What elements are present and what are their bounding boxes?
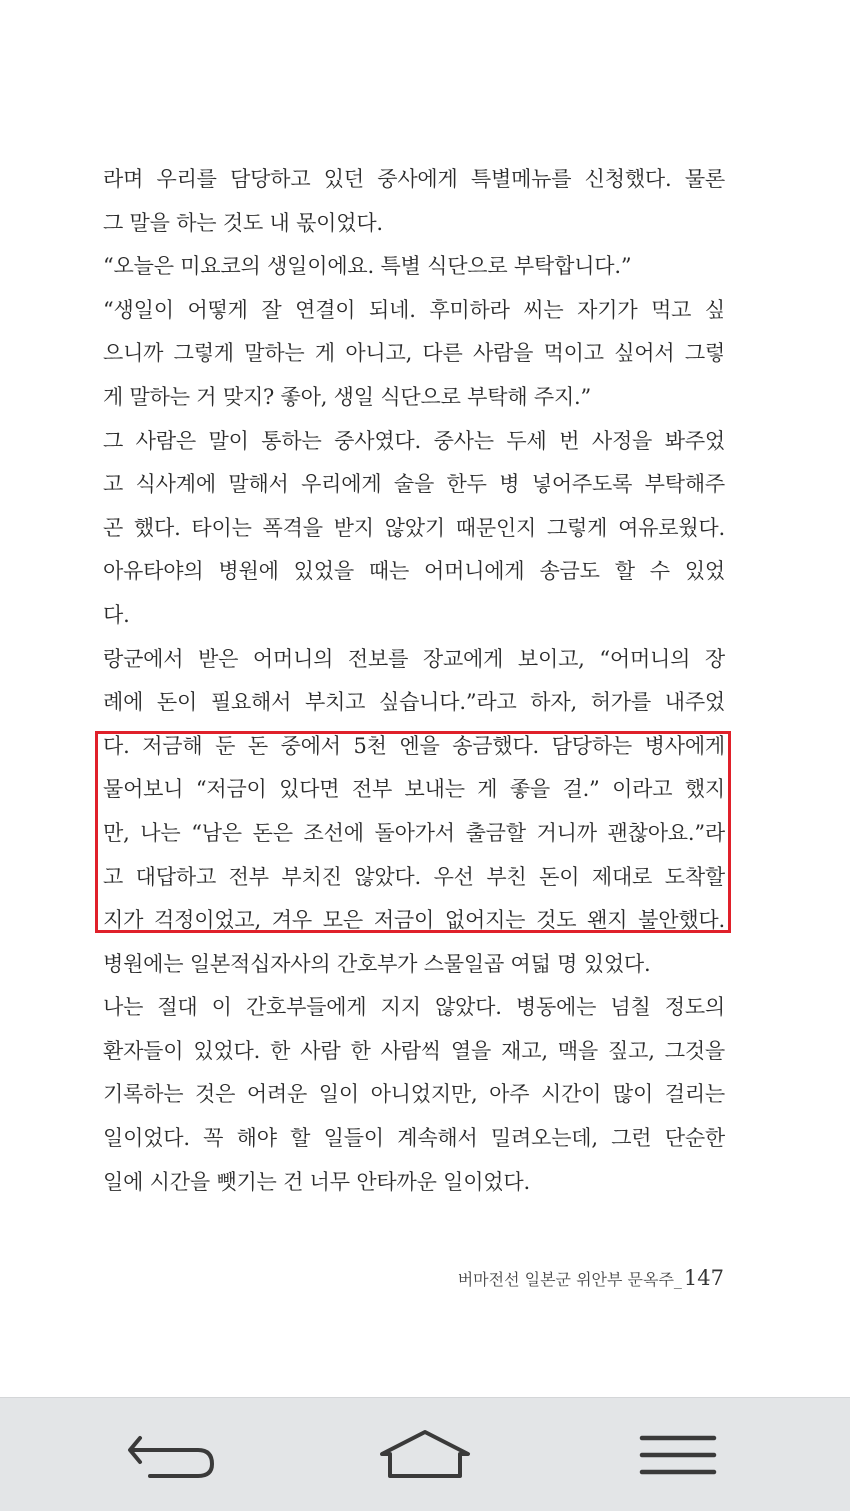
text-line: 환자들이 있었다. 한 사람 한 사람씩 열을 재고, 맥을 짚고, 그것을 xyxy=(103,1038,725,1063)
footer-title: 버마전선 일본군 위안부 문옥주_ xyxy=(457,1270,682,1289)
text-line: 그 말을 하는 것도 내 몫이었다. xyxy=(103,210,383,235)
menu-button[interactable] xyxy=(622,1420,732,1490)
text-line: 고 대답하고 전부 부치진 않았다. 우선 부친 돈이 제대로 도착할 xyxy=(103,864,725,889)
page-number: 147 xyxy=(683,1266,724,1290)
text-line: 병원에는 일본적십자사의 간호부가 스물일곱 여덟 명 있었다. xyxy=(103,951,651,976)
text-line: 그 사람은 말이 통하는 중사였다. 중사는 두세 번 사정을 봐주었 xyxy=(103,428,725,453)
text-line: 으니까 그렇게 말하는 게 아니고, 다른 사람을 먹이고 싶어서 그렇 xyxy=(103,341,725,366)
text-line: 게 말하는 거 맞지? 좋아, 생일 식단으로 부탁해 주지.” xyxy=(103,384,592,409)
text-line: 다. xyxy=(103,602,130,627)
text-line: 만, 나는 “남은 돈은 조선에 돌아가서 출금할 거니까 괜찮아요.”라 xyxy=(103,820,725,845)
home-button[interactable] xyxy=(370,1420,480,1490)
text-line: 일이었다. 꼭 해야 할 일들이 계속해서 밀려오는데, 그런 단순한 xyxy=(103,1126,725,1151)
text-line: 랑군에서 받은 어머니의 전보를 장교에게 보이고, “어머니의 장 xyxy=(103,646,725,671)
text-line: 다. 저금해 둔 돈 중에서 5천 엔을 송금했다. 담당하는 병사에게 xyxy=(103,733,725,758)
text-line: “생일이 어떻게 잘 연결이 되네. 후미하라 씨는 자기가 먹고 싶 xyxy=(103,297,725,322)
text-line: 지가 걱정이었고, 겨우 모은 저금이 없어지는 것도 왠지 불안했다. xyxy=(103,908,725,933)
text-line: “오늘은 미요코의 생일이에요. 특별 식단으로 부탁합니다.” xyxy=(103,254,632,279)
menu-icon xyxy=(622,1420,732,1490)
page-text xyxy=(103,158,725,1204)
back-button[interactable] xyxy=(118,1420,228,1490)
back-arrow-icon xyxy=(118,1420,228,1490)
text-line: 나는 절대 이 간호부들에게 지지 않았다. 병동에는 넘칠 정도의 xyxy=(103,995,725,1020)
text-line: 례에 돈이 필요해서 부치고 싶습니다.”라고 하자, 허가를 내주었 xyxy=(103,690,725,715)
text-line: 고 식사계에 말해서 우리에게 술을 한두 병 넣어주도록 부탁해주 xyxy=(103,472,725,497)
page-footer xyxy=(458,1266,724,1290)
text-line: 물어보니 “저금이 있다면 전부 보내는 게 좋을 걸.” 이라고 했지 xyxy=(103,777,725,802)
text-line: 아유타야의 병원에 있었을 때는 어머니에게 송금도 할 수 있었 xyxy=(103,559,725,584)
text-line: 일에 시간을 뺏기는 건 너무 안타까운 일이었다. xyxy=(103,1169,530,1194)
text-line: 기록하는 것은 어려운 일이 아니었지만, 아주 시간이 많이 걸리는 xyxy=(103,1082,725,1107)
navigation-bar xyxy=(0,1397,850,1511)
text-line: 곤 했다. 타이는 폭격을 받지 않았기 때문인지 그렇게 여유로웠다. xyxy=(103,515,725,540)
home-icon xyxy=(370,1420,480,1490)
text-line: 라며 우리를 담당하고 있던 중사에게 특별메뉴를 신청했다. 물론 xyxy=(103,167,725,191)
